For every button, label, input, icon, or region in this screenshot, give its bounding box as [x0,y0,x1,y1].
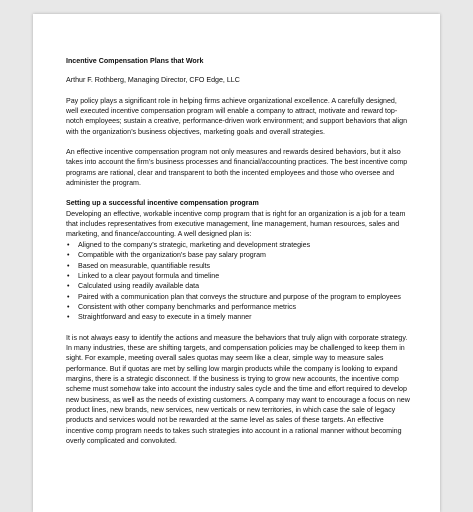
section-heading: Setting up a successful incentive compensation program [66,199,259,208]
paragraph-developing: Developing an effective, workable incentive comp program that is right for an organization is a job for a team that includes representatives from executive management, line management, human resources, sales and marketing, and finance/accounting. A well designed plan is: [66,209,406,239]
list-item: • Calculated using readily available data [66,281,410,291]
document-title: Incentive Compensation Plans that Work [66,57,204,65]
list-item: • Paired with a communication plan that conveys the structure and purpose of the program to employees [66,292,410,302]
document-page [33,14,440,512]
document-content [66,56,410,456]
list-item: • Straightforward and easy to execute in a timely manner [66,312,410,322]
plan-criteria-list [66,240,410,323]
list-item: • Based on measurable, quantifiable results [66,261,410,271]
list-item: • Linked to a clear payout formula and timeline [66,271,410,281]
list-item: • Aligned to the company’s strategic, marketing and development strategies [66,240,410,250]
list-item: • Consistent with other company benchmarks and performance metrics [66,302,410,312]
list-item: • Compatible with the organization’s base pay salary program [66,250,410,260]
paragraph-strategy: It is not always easy to identify the actions and measure the behaviors that truly align with corporate strategy. In many industries, these are shifting targets, and compensation policies may be challenged to keep them in sight. For example, meeting overall sales quotas may seem like a clear, simple way to measure sales performance. But if quotas are met by selling low margin products while the company is looking to expand margins, there is a strategic disconnect. If the business is trying to grow new accounts, the incentive comp scheme must somehow take into account the industry sales cycle and the time and effort required to develop new business, as well as the needs of existing customers. A company may want to encourage a focus on new product lines, new brands, new services, new verticals or new territories, in which case the sale of legacy products and services would not be rewarded at the same level as sales of these targets. An effective incentive comp program needs to takes such strategies into account in a rational manner without becoming overly complicated and convoluted. [66,333,410,445]
document-author: Arthur F. Rothberg, Managing Director, CFO Edge, LLC [66,76,240,85]
paragraph-intro: Pay policy plays a significant role in helping firms achieve organizational excellence. A carefully designed, well executed incentive compensation program will enable a company to attract, motivate and reward top-notch employees; sustain a creative, performance-driven work environment; and support behaviors that align with the organization’s business objectives, marketing goals and overall strategies. [66,96,408,136]
paragraph-effective-program: An effective incentive compensation program not only measures and rewards desired behaviors, but it also takes into account the firm’s business processes and financial/accounting practices. The best incentive comp programs are rational, clear and transparent to both the incented employees and those who oversee and administer the program. [66,148,408,188]
